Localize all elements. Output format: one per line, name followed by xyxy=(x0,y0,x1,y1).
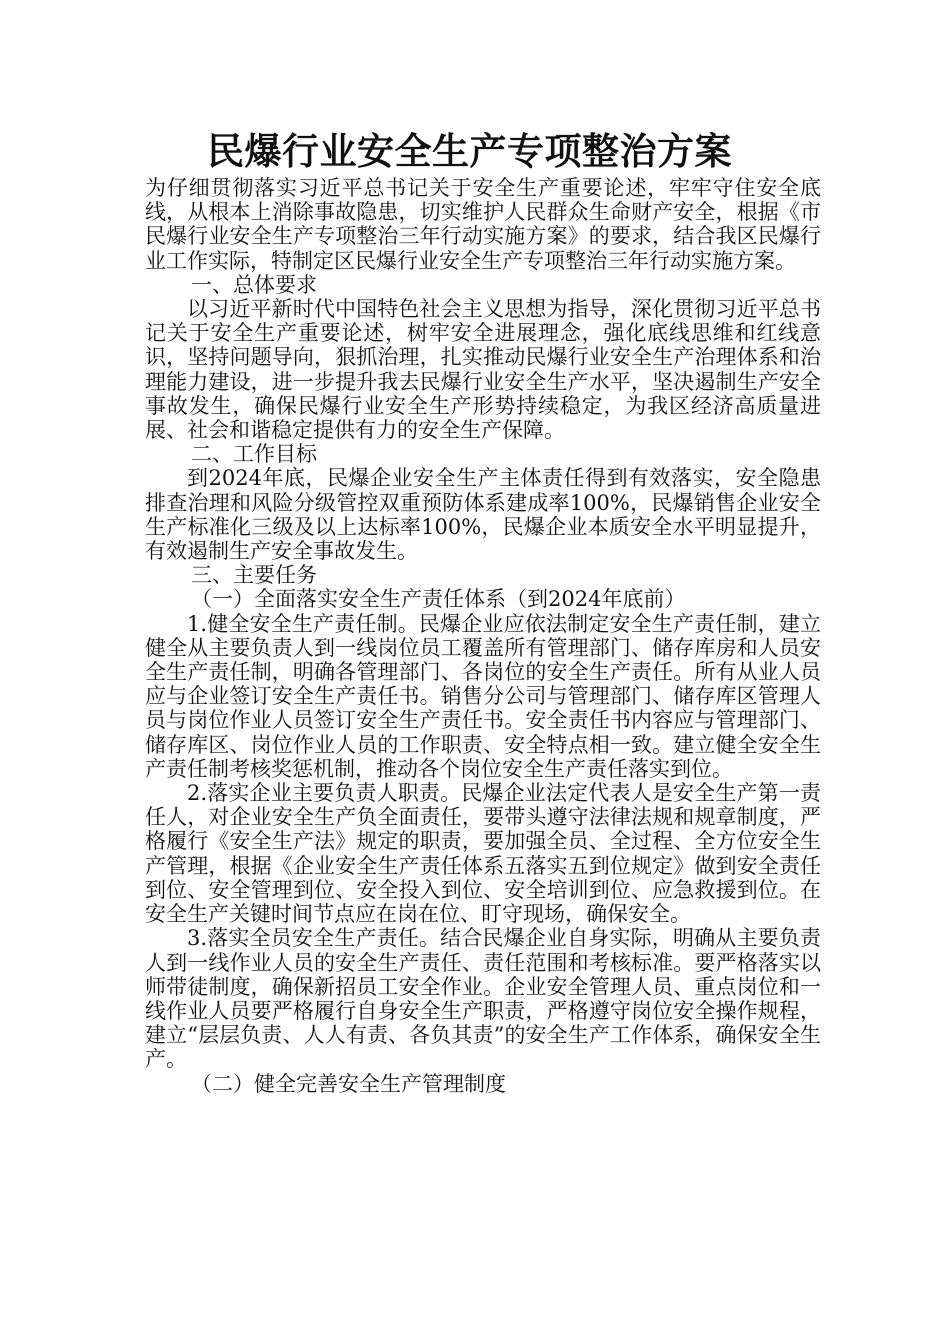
subsection-heading: （一）全面落实安全生产责任体系（到2024年底前） xyxy=(191,587,686,612)
body-paragraph: 到2024年底，民爆企业安全生产主体责任得到有效落实，安全隐患排查治理和风险分级管控双重预防体系建成率100%，民爆销售企业安全生产标准化三级及以上达标率100%，民爆企业本质安全水平明显提升，有效遏制生产安全事故发生。 xyxy=(145,466,821,564)
document-title: 民爆行业安全生产专项整治方案 xyxy=(207,130,732,173)
section-heading-work-goals: 二、工作目标 xyxy=(191,442,317,467)
section-heading-general-requirements: 一、总体要求 xyxy=(191,272,317,297)
body-paragraph: 以习近平新时代中国特色社会主义思想为指导，深化贯彻习近平总书记关于安全生产重要论述，树牢安全进展理念，强化底线思维和红线意识，坚持问题导向，狠抓治理，扎实推动民爆行业安全生产治理体系和治理能力建设，进一步提升我去民爆行业安全生产水平，坚决遏制生产安全事故发生，确保民爆行业安全生产形势持续稳定，为我区经济高质量进展、社会和谐稳定提供有力的安全生产保障。 xyxy=(145,297,821,443)
section-heading-main-tasks: 三、主要任务 xyxy=(191,563,317,588)
subsection-heading: （二）健全完善安全生产管理制度 xyxy=(191,1071,506,1096)
intro-paragraph: 为仔细贯彻落实习近平总书记关于安全生产重要论述，牢牢守住安全底线，从根本上消除事故隐患，切实维护人民群众生命财产安全，根据《市民爆行业安全生产专项整治三年行动实施方案》的要求，结合我区民爆行业工作实际，特制定区民爆行业安全生产专项整治三年行动实施方案。 xyxy=(145,176,821,273)
body-paragraph: 3.落实全员安全生产责任。结合民爆企业自身实际，明确从主要负责人到一线作业人员的安全生产责任、责任范围和考核标准。要严格落实以师带徒制度，确保新招员工安全作业。企业安全管理人员、重点岗位和一线作业人员要严格履行自身安全生产职责，严格遵守岗位安全操作规程，建立“层层负责、人人有责、各负其责”的安全生产工作体系，确保安全生产。 xyxy=(145,926,821,1072)
document-page xyxy=(145,128,821,1096)
body-paragraph: 1.健全安全生产责任制。民爆企业应依法制定安全生产责任制，建立健全从主要负责人到一线岗位员工覆盖所有管理部门、储存库房和人员安全生产责任制，明确各管理部门、各岗位的安全生产责任。所有从业人员应与企业签订安全生产责任书。销售分公司与管理部门、储存库区管理人员与岗位作业人员签订安全生产责任书。安全责任书内容应与管理部门、储存库区、岗位作业人员的工作职责、安全特点相一致。建立健全安全生产责任制考核奖惩机制，推动各个岗位安全生产责任落实到位。 xyxy=(145,611,821,781)
body-paragraph: 2.落实企业主要负责人职责。民爆企业法定代表人是安全生产第一责任人，对企业安全生产负全面责任，要带头遵守法律法规和规章制度，严格履行《安全生产法》规定的职责，要加强全员、全过程、全方位安全生产管理，根据《企业安全生产责任体系五落实五到位规定》做到安全责任到位、安全管理到位、安全投入到位、安全培训到位、应急救援到位。在安全生产关键时间节点应在岗在位、盯守现场，确保安全。 xyxy=(145,781,821,927)
